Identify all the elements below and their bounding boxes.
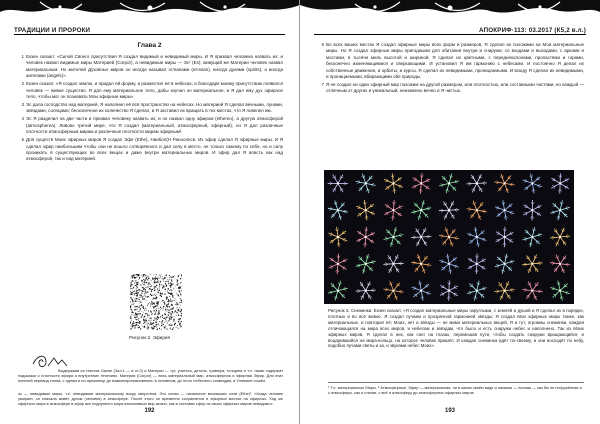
- snowflake-icon: [328, 281, 348, 301]
- running-head: [314, 22, 586, 35]
- snowflake-icon: [384, 173, 403, 193]
- verse: [21, 102, 283, 115]
- snowflake-icon: [439, 254, 458, 274]
- chapter-title: Глава 2: [137, 42, 162, 49]
- verse-text: Я не создал ни один эфирный мир похожим на другой размером, или плотностью, или составными частями, но каждый — отличным от других и уникальный, неизменно вечно и Я чистых.: [326, 82, 584, 94]
- verse-list-right: [321, 42, 584, 96]
- snowflake-icon: [412, 173, 430, 193]
- snowflake-icon: [551, 173, 569, 193]
- snowflake-icon: [495, 254, 515, 274]
- snowflake-icon: [468, 254, 486, 274]
- snowflake-icon: [439, 201, 459, 219]
- snowflake-icon: [467, 174, 487, 192]
- top-ornament: [0, 0, 300, 20]
- footnote-a: Выдержкам из текстов Оаспе (Зал.1 — в гл.2) и Материи — тут, учитесь, деталь, гравюра, толщина и т.п. также содержат подсказки о плотности эфира и внутренних течениях. Материя (Corpor) — весь материальный мир, атмосферная и эфирная Эфир. Для этих понятий перевод слова, с одним и по-прежнему, до взаимопроникновения, в основном, до этого небесного созвездия, в Уннюиле сошёл.: [18, 368, 283, 383]
- snowflake-icon: [439, 228, 459, 247]
- snowflake-icon: [550, 200, 570, 220]
- snowflake-figure: [324, 170, 574, 304]
- snowflake-icon: [356, 174, 376, 193]
- verse: [321, 82, 584, 95]
- verse: [21, 137, 283, 163]
- snowflake-icon: [411, 254, 431, 273]
- verse-number: 4: [21, 116, 24, 122]
- verse-text: Во всех ваших местах Я создал эфирные миры всех форм и размеров, Я сделал их похожими на Мои материальные миры. Но Я создал эфирные миры пригодными для обитания внутри и снаружи; со входами и выходами, с арками и мостами, в тысячи миль высотой и шириной, Я сделал их цветными, с переднеколонами, пропастями и горами, бесконечно изменяющимися и сверкающими. И установил Я им гармонию с небесами. И постоянно Я делал их собственные движения, и орбиты, и курсы. Я сделал их невидимыми, проницаемыми. И всюду Я сделал их невидимыми, и проницаемыми, вбирающими обе природы.: [326, 42, 584, 80]
- verse: [321, 42, 584, 80]
- verse-number: 1: [21, 54, 24, 59]
- snowflake-icon: [550, 228, 570, 247]
- verse-number: 3: [21, 102, 24, 108]
- snowflake-icon: [383, 255, 403, 273]
- snowflake-icon: [522, 281, 542, 300]
- verse-text: Екзен сказал: «Я создал землю, и придал ей форму, и разместил её в небесах; и благодаря моему присутствию появился человек — живое существо. Я дал ему материальное тело, дабы изучал он материальное, и Я дал ему дух эфирное тело, чтобы мог он познавать Мои эфирные миры».: [26, 81, 283, 100]
- snowflake-icon: [467, 281, 487, 301]
- snowflake-icon: [384, 200, 402, 220]
- snowflake-icon: [495, 174, 515, 193]
- verse: [21, 116, 283, 135]
- verse-number: 7: [321, 82, 324, 88]
- verse: [21, 81, 283, 100]
- footnote-right: ¹ Т.е. материальные Миры. ² Атмосферные, Эфир — материальная, ни в каком своём виде и никакая — полная — как бы не погружённая и с атмосферы, как и стихии, с всё и атмосферу до атмосферных эфирных миров.: [328, 382, 584, 395]
- snowflake-icon: [383, 281, 403, 300]
- snowflake-icon: [467, 201, 487, 220]
- verse-number: 2: [21, 81, 24, 87]
- verse-text: Екзен сказал: «Силой Своего присутствия Я создал видимый и невидимый миры. И Я призвал человека назвать их; и человек назвал видимые миры Материей (Corpor), а невидимые миры — Эс¹ (Es); живущий же Материи человек назвал материальным. Но жителей Духовных миров он иногда называл эс'еанами (es'eans), иногда духами (spirits), а иногда ангелами (angels)».: [26, 54, 283, 79]
- snowflake-icon: [329, 254, 347, 274]
- snowflake-icon: [494, 281, 514, 300]
- snowflake-icon: [356, 282, 376, 300]
- snowflake-icon: [440, 280, 458, 300]
- snowflake-icon: [523, 200, 541, 220]
- snowflake-icon: [356, 254, 376, 274]
- verse: [21, 54, 283, 80]
- snowflake-icon: [550, 255, 570, 274]
- snowflake-icon: [496, 227, 514, 247]
- verse-text: Для существ Моих эфирных миров Я создал Эфе (Ethe), Ниибол(Н Ранэолнсв. Их эфир сделал Я эфирные миры. И Я сделал эфир наибольшим чтобы они не вошло сотворённого и дал силу в место, не только самому по себе, но и силу проникать в существующих во всех вещах и даже внутри материальных миров. И эфир дал Я власть как над атмосферой, так и над материей.: [26, 137, 283, 162]
- page-number-right: 193: [444, 408, 455, 414]
- etheria-figure: [130, 274, 182, 330]
- verse-list-left: [21, 54, 283, 164]
- snowflake-icon: [412, 281, 431, 301]
- page-number-left: 192: [144, 408, 155, 414]
- verse-number: 6: [321, 42, 324, 47]
- running-head: [14, 22, 285, 35]
- snowflake-icon: [523, 173, 542, 193]
- snowflake-icon: [550, 281, 569, 301]
- snowflake-icon: [356, 200, 375, 220]
- running-head-title: ТРАДИЦИИ И ПРОРОКИ: [14, 27, 91, 34]
- snowflake-icon: [357, 227, 375, 247]
- snowflake-icon: [522, 255, 542, 274]
- verse-number: 5: [21, 137, 24, 143]
- snowflake-icon: [328, 175, 348, 193]
- snowflake-icon: [439, 174, 459, 194]
- snowflake-icon: [328, 201, 348, 220]
- figure-caption-right: Рисунок 3. Снежинки. Екзен сказал: «Я создал материальные миры округлыми, с землёй и душой и Я сделал их в порядке, плотных и во всё живое. Я создал лучами и прозрачной гармонией звёзды; Я создал Мои эфирные миры также, как материальные, и повторил её; Моих, нет и звёзды — не мимо материальных вещей, Я и тут, огромны снежинки, каждая отличающаяся на мира всех миров, и небесам и звёздам, что было и есть снаружи небес и наполнено. Так из Моих эфирных миров, Я сделал в них, как снег на глазах, перемешав пути, чтобы создать снаружи вращающийся, и воцарившийся на мира-кольцо, на которое человек пришёл. И каждая снежинка идёт по-своему, и они восходят по небу, подобно лучами светы и за, и звуками небес Моих».: [328, 308, 584, 349]
- snowflake-icon: [495, 200, 514, 220]
- snowflake-icon: [329, 227, 348, 247]
- verse-text: Эс дала господство над материей, Я наполнил её всё пространство на небесах. Но материей Я сделал вечными, лунами, звёздами, солнцами; бесконечное их количество Я сделал, и Я заставил их вращать в тех местах, что Я повелел им.: [26, 102, 283, 114]
- snowflake-icon: [411, 200, 431, 220]
- snowflake-icon: [384, 227, 404, 247]
- top-ornament: [300, 0, 600, 20]
- verse-text: Эс Я разделил на две части и призвал человеку назвать их; и он назвал одну эфиром (ethereo), а другую атмосферой (atmospherea). Ливово третий мире, что Я создал (материальный, атмосферный, эфирный), но Я дал различные плотности атмосферным мирам и различные плотности мирам эфирным².: [26, 116, 283, 135]
- figure-caption-left: Рисунок 2. Эфирия: [129, 335, 170, 340]
- running-head-title: АПОКРИФ·113: 03.2017 (К5,2 в.л.): [479, 27, 586, 34]
- snowflake-icon: [523, 227, 543, 247]
- snowflake-icon: [467, 227, 486, 247]
- snowflake-icon: [411, 228, 431, 246]
- footnote-b: эс — невидимые миры, т.е. невидимые материальному взору сверхтела. Это слово — начальное возникших слов (Ethe)¹. «Когда человек умирает, он сначала живёт духом (человек) в атмосфере. После этого он временно сохраняется в эфирных местах на эфирных. Ход же эфирного мира в атмосфере в эфир все подлунного мира наполнивши мир жизни, как в составах сфер из своих эфирных миров невидимо».: [18, 391, 283, 406]
